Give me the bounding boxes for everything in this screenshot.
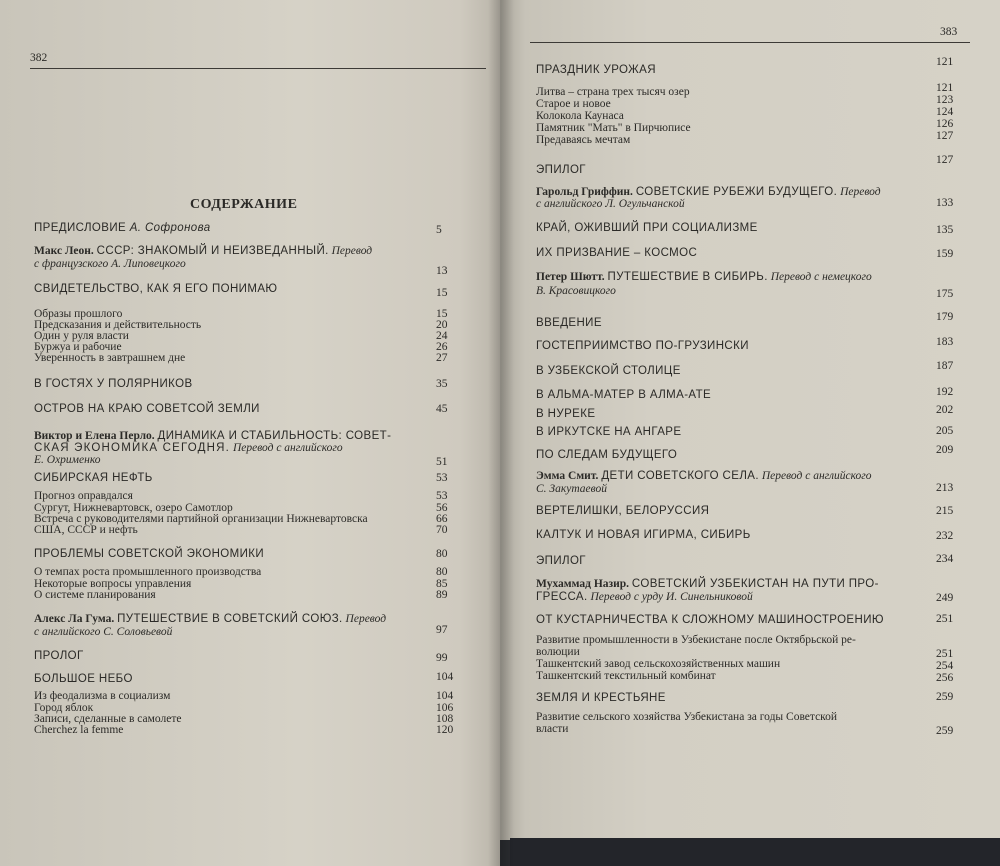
toc-subentry: Развитие сельского хозяйства Узбекистана за годы Советской <box>536 711 838 723</box>
toc-page: 99 <box>436 652 448 664</box>
toc-page: 13 <box>436 265 448 277</box>
toc-page: 254 <box>936 660 954 672</box>
toc-page: 20 <box>436 319 448 331</box>
toc-section: ОСТРОВ НА КРАЮ СОВЕТСОЙ ЗЕМЛИ <box>34 403 260 415</box>
toc-entry: Мухаммад Назир. СОВЕТСКИЙ УЗБЕКИСТАН НА ПУТИ ПРО- <box>536 578 879 590</box>
toc-subentry: Из феодализма в социализм <box>34 690 171 702</box>
toc-page: 89 <box>436 589 448 601</box>
toc-page: 51 <box>436 456 448 468</box>
toc-page: 124 <box>936 106 954 118</box>
toc-section: В УЗБЕКСКОЙ СТОЛИЦЕ <box>536 365 681 377</box>
toc-section: ИХ ПРИЗВАНИЕ – КОСМОС <box>536 247 698 259</box>
toc-section: ОТ КУСТАРНИЧЕСТВА К СЛОЖНОМУ МАШИНОСТРОЕНИЮ <box>536 614 884 626</box>
toc-subentry: Уверенность в завтрашнем дне <box>34 352 186 364</box>
toc-subentry: Развитие промышленности в Узбекистане после Октябрьской ре- <box>536 634 856 646</box>
toc-page: 127 <box>936 130 954 142</box>
header-rule <box>530 42 970 43</box>
toc-page: 251 <box>936 648 954 660</box>
toc-section: ПО СЛЕДАМ БУДУЩЕГО <box>536 449 678 461</box>
toc-page: 202 <box>936 404 954 416</box>
toc-subentry: США, СССР и нефть <box>34 524 138 536</box>
toc-subentry: Город яблок <box>34 702 94 714</box>
toc-page: 213 <box>936 482 954 494</box>
toc-entry: ГРЕССА. Перевод с урду И. Синельниковой <box>536 591 753 603</box>
toc-section: В НУРЕКЕ <box>536 408 596 420</box>
toc-entry-translator: С. Закутаевой <box>536 483 607 495</box>
toc-page: 232 <box>936 530 954 542</box>
toc-subentry: О системе планирования <box>34 589 156 601</box>
toc-subentry: Сургут, Нижневартовск, озеро Самотлор <box>34 502 233 514</box>
toc-page: 24 <box>436 330 448 342</box>
toc-page: 135 <box>936 224 954 236</box>
toc-entry: Алекс Ла Гума. ПУТЕШЕСТВИЕ В СОВЕТСКИЙ СОЮЗ. Перевод <box>34 613 387 625</box>
toc-page: 259 <box>936 691 954 703</box>
toc-page: 85 <box>436 578 448 590</box>
toc-section: ПРАЗДНИК УРОЖАЯ <box>536 64 656 76</box>
toc-page: 126 <box>936 118 954 130</box>
toc-subentry: Образы прошлого <box>34 308 123 320</box>
toc-page: 70 <box>436 524 448 536</box>
toc-section: ЭПИЛОГ <box>536 555 586 567</box>
toc-section: В ГОСТЯХ У ПОЛЯРНИКОВ <box>34 378 193 390</box>
toc-page: 15 <box>436 308 448 320</box>
toc-page: 179 <box>936 311 954 323</box>
toc-entry: Эмма Смит. ДЕТИ СОВЕТСКОГО СЕЛА. Перевод с английского <box>536 470 872 482</box>
toc-entry: Петер Шютт. ПУТЕШЕСТВИЕ В СИБИРЬ. Перевод с немецкого <box>536 271 872 283</box>
toc-page: 53 <box>436 490 448 502</box>
toc-section: КРАЙ, ОЖИВШИЙ ПРИ СОЦИАЛИЗМЕ <box>536 222 758 234</box>
toc-subentry: Один у руля власти <box>34 330 129 342</box>
toc-entry-translator: с английского Л. Огульчанской <box>536 198 685 210</box>
toc-subentry: Ташкентский завод сельскохозяйственных машин <box>536 658 781 670</box>
toc-section: СИБИРСКАЯ НЕФТЬ <box>34 472 153 484</box>
toc-page: 56 <box>436 502 448 514</box>
toc-entry: СКАЯ ЭКОНОМИКА СЕГОДНЯ. Перевод с английского <box>34 442 343 454</box>
toc-page: 127 <box>936 154 954 166</box>
toc-page: 120 <box>436 724 454 736</box>
toc-page: 27 <box>436 352 448 364</box>
toc-page: 66 <box>436 513 448 525</box>
toc-page: 5 <box>436 224 442 236</box>
toc-entry: ПРЕДИСЛОВИЕ А. Софронова <box>34 222 211 234</box>
toc-page: 15 <box>436 287 448 299</box>
toc-entry: Гарольд Гриффин. СОВЕТСКИЕ РУБЕЖИ БУДУЩЕГО. Перевод <box>536 186 881 198</box>
page-number: 383 <box>940 26 958 38</box>
toc-page: 35 <box>436 378 448 390</box>
toc-page: 259 <box>936 725 954 737</box>
toc-page: 104 <box>436 690 454 702</box>
toc-entry-translator: с французского А. Липовецкого <box>34 258 186 270</box>
toc-page: 159 <box>936 248 954 260</box>
toc-page: 80 <box>436 566 448 578</box>
toc-page: 215 <box>936 505 954 517</box>
toc-subentry: Литва – страна трех тысяч озер <box>536 86 690 98</box>
toc-page: 234 <box>936 553 954 565</box>
toc-page: 133 <box>936 197 954 209</box>
contents-heading: СОДЕРЖАНИЕ <box>190 197 298 212</box>
toc-subentry: Старое и новое <box>536 98 611 110</box>
toc-page: 192 <box>936 386 954 398</box>
toc-section: СВИДЕТЕЛЬСТВО, КАК Я ЕГО ПОНИМАЮ <box>34 283 278 295</box>
toc-page: 175 <box>936 288 954 300</box>
header-rule <box>30 68 486 69</box>
toc-subentry: О темпах роста промышленного производства <box>34 566 262 578</box>
toc-subentry: Записи, сделанные в самолете <box>34 713 182 725</box>
toc-entry: Виктор и Елена Перло. ДИНАМИКА И СТАБИЛЬНОСТЬ: СОВЕТ- <box>34 430 392 442</box>
toc-page: 183 <box>936 336 954 348</box>
toc-page: 251 <box>936 613 954 625</box>
toc-section: ГОСТЕПРИИМСТВО ПО-ГРУЗИНСКИ <box>536 340 749 352</box>
right-page <box>500 0 1000 840</box>
toc-section: ВЕРТЕЛИШКИ, БЕЛОРУССИЯ <box>536 505 710 517</box>
toc-page: 53 <box>436 472 448 484</box>
toc-section: ВВЕДЕНИЕ <box>536 317 602 329</box>
page-number: 382 <box>30 52 48 64</box>
toc-entry-translator: Е. Охрименко <box>34 454 101 466</box>
toc-subentry: Колокола Каунаса <box>536 110 624 122</box>
toc-page: 104 <box>436 671 454 683</box>
toc-page: 45 <box>436 403 448 415</box>
toc-subentry: Буржуа и рабочие <box>34 341 122 353</box>
toc-subentry: волюции <box>536 646 580 658</box>
toc-section: БОЛЬШОЕ НЕБО <box>34 673 133 685</box>
toc-section: ПРОБЛЕМЫ СОВЕТСКОЙ ЭКОНОМИКИ <box>34 548 265 560</box>
toc-page: 187 <box>936 360 954 372</box>
toc-subentry: Cherchez la femme <box>34 724 124 736</box>
toc-page: 108 <box>436 713 454 725</box>
toc-page: 97 <box>436 624 448 636</box>
toc-page: 209 <box>936 444 954 456</box>
toc-section: В АЛЬМА-МАТЕР В АЛМА-АТЕ <box>536 389 712 401</box>
toc-entry: Макс Леон. СССР: ЗНАКОМЫЙ И НЕИЗВЕДАННЫЙ. Перевод <box>34 245 373 257</box>
toc-section: В ИРКУТСКЕ НА АНГАРЕ <box>536 426 682 438</box>
toc-page: 121 <box>936 56 954 68</box>
toc-page: 249 <box>936 592 954 604</box>
toc-page: 80 <box>436 548 448 560</box>
toc-subentry: Памятник "Мать" в Пирчюписе <box>536 122 691 134</box>
toc-subentry: Предаваясь мечтам <box>536 134 631 146</box>
toc-page: 106 <box>436 702 454 714</box>
toc-page: 205 <box>936 425 954 437</box>
toc-subentry: Некоторые вопросы управления <box>34 578 192 590</box>
toc-page: 121 <box>936 82 954 94</box>
toc-page: 256 <box>936 672 954 684</box>
toc-entry-translator: с английского С. Соловьевой <box>34 626 173 638</box>
toc-subentry: Ташкентский текстильный комбинат <box>536 670 716 682</box>
toc-subentry: Прогноз оправдался <box>34 490 133 502</box>
book-spine-shadow <box>488 0 514 866</box>
toc-entry-translator: В. Красовицкого <box>536 285 616 297</box>
toc-section: ПРОЛОГ <box>34 650 84 662</box>
toc-subentry: Предсказания и действительность <box>34 319 202 331</box>
toc-subentry: Встреча с руководителями партийной организации Нижневартовска <box>34 513 368 525</box>
toc-section: ЗЕМЛЯ И КРЕСТЬЯНЕ <box>536 692 666 704</box>
book-cover-edge <box>510 838 1000 866</box>
toc-page: 123 <box>936 94 954 106</box>
toc-section: КАЛТУК И НОВАЯ ИГИРМА, СИБИРЬ <box>536 529 751 541</box>
toc-page: 26 <box>436 341 448 353</box>
toc-subentry: власти <box>536 723 569 735</box>
toc-section: ЭПИЛОГ <box>536 164 586 176</box>
